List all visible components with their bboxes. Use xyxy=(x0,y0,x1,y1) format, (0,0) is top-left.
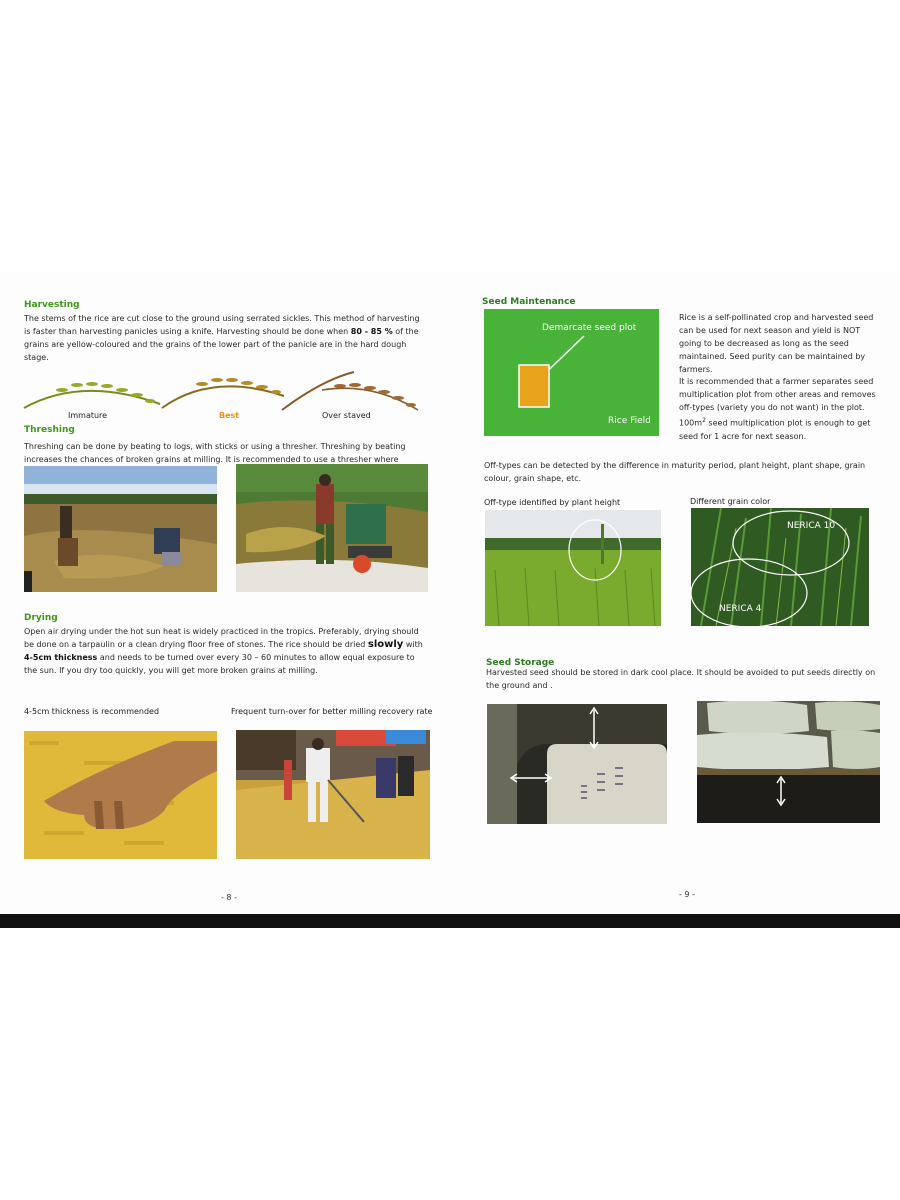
threshing-heading: Threshing xyxy=(24,425,75,435)
seed-plot-diagram xyxy=(484,309,659,436)
nerica-4-label: NERICA 4 xyxy=(719,604,762,614)
seed-storage-photo-pallet xyxy=(697,701,880,823)
nerica-10-label: NERICA 10 xyxy=(787,521,836,531)
page-number-left: - 8 - xyxy=(221,893,237,902)
harvesting-heading: Harvesting xyxy=(24,300,80,310)
panicle-illustrations xyxy=(22,370,422,416)
seed-maintenance-heading: Seed Maintenance xyxy=(482,297,576,307)
threshing-photo-thresher xyxy=(236,464,428,592)
seed-maintenance-text-2: It is recommended that a farmer separates seed multiplication plot from other areas and removes off-types (variety you do not want) in the plot. $100m^2$ seed multiplication plot is enough to get seed for 1 acre for next season. xyxy=(679,377,876,441)
drying-photo-grain-depth xyxy=(24,731,217,859)
scan-edge xyxy=(0,914,900,928)
offtype-caption-height: Off-type identified by plant height xyxy=(484,498,621,507)
seed-storage-text: Harvested seed should be stored in dark cool place. It should be avoided to put seeds directly on the ground and . xyxy=(486,668,876,690)
diagram-label-rice-field: Rice Field xyxy=(608,416,651,426)
page-number-right: - 9 - xyxy=(679,890,695,899)
label-immature: Immature xyxy=(68,411,108,420)
seed-maintenance-text-1: Rice is a self-pollinated crop and harvested seed can be used for next season and yield is NOT going to be decreased as long as the seed maintained. Seed purity can be maintained by farmers. xyxy=(679,313,874,374)
threshing-photo-beating xyxy=(24,466,217,592)
offtype-photo-grain-color xyxy=(691,508,869,626)
offtypes-text: Off-types can be detected by the difference in maturity period, plant height, plant shape, grain colour, grain shape, etc. xyxy=(484,461,866,483)
drying-heading: Drying xyxy=(24,613,58,623)
drying-caption-thickness: 4-5cm thickness is recommended xyxy=(24,707,160,716)
harvesting-text: The stems of the rice are cut close to the ground using serrated sickles. This method of harvesting is faster than harvesting panicles using a knife. Harvesting should be done when 80 - 85 % of the grains are yellow-coloured and the grains of the lower part of the panicle are in the hard dough stage. xyxy=(24,314,420,362)
drying-caption-turnover: Frequent turn-over for better milling recovery rate xyxy=(231,707,433,716)
offtype-photo-plant-height xyxy=(485,510,661,626)
offtype-caption-grain-color: Different grain color xyxy=(690,497,771,506)
diagram-label-demarcate: Demarcate seed plot xyxy=(542,323,637,333)
threshing-text: Threshing can be done by beating to logs, with sticks or using a thresher. Threshing by beating increases the chances of broken grains at milling. It is recommended to use a thresher where xyxy=(24,442,406,464)
seed-storage-heading: Seed Storage xyxy=(486,658,555,668)
label-best: Best xyxy=(219,411,240,420)
drying-photo-turnover xyxy=(236,730,430,859)
drying-text: Open air drying under the hot sun heat is widely practiced in the tropics. Preferably, drying should be done on a tarpaulin or a clean drying floor free of stones. The rice should be dried slowly with 4-5cm thickness and needs to be turned over every 30 – 60 minutes to allow equal exposure to the sun. If you dry too quickly, you will get more broken grains at milling. xyxy=(24,627,423,675)
label-over-staved: Over staved xyxy=(322,411,371,420)
seed-storage-photo-bag xyxy=(487,704,667,824)
